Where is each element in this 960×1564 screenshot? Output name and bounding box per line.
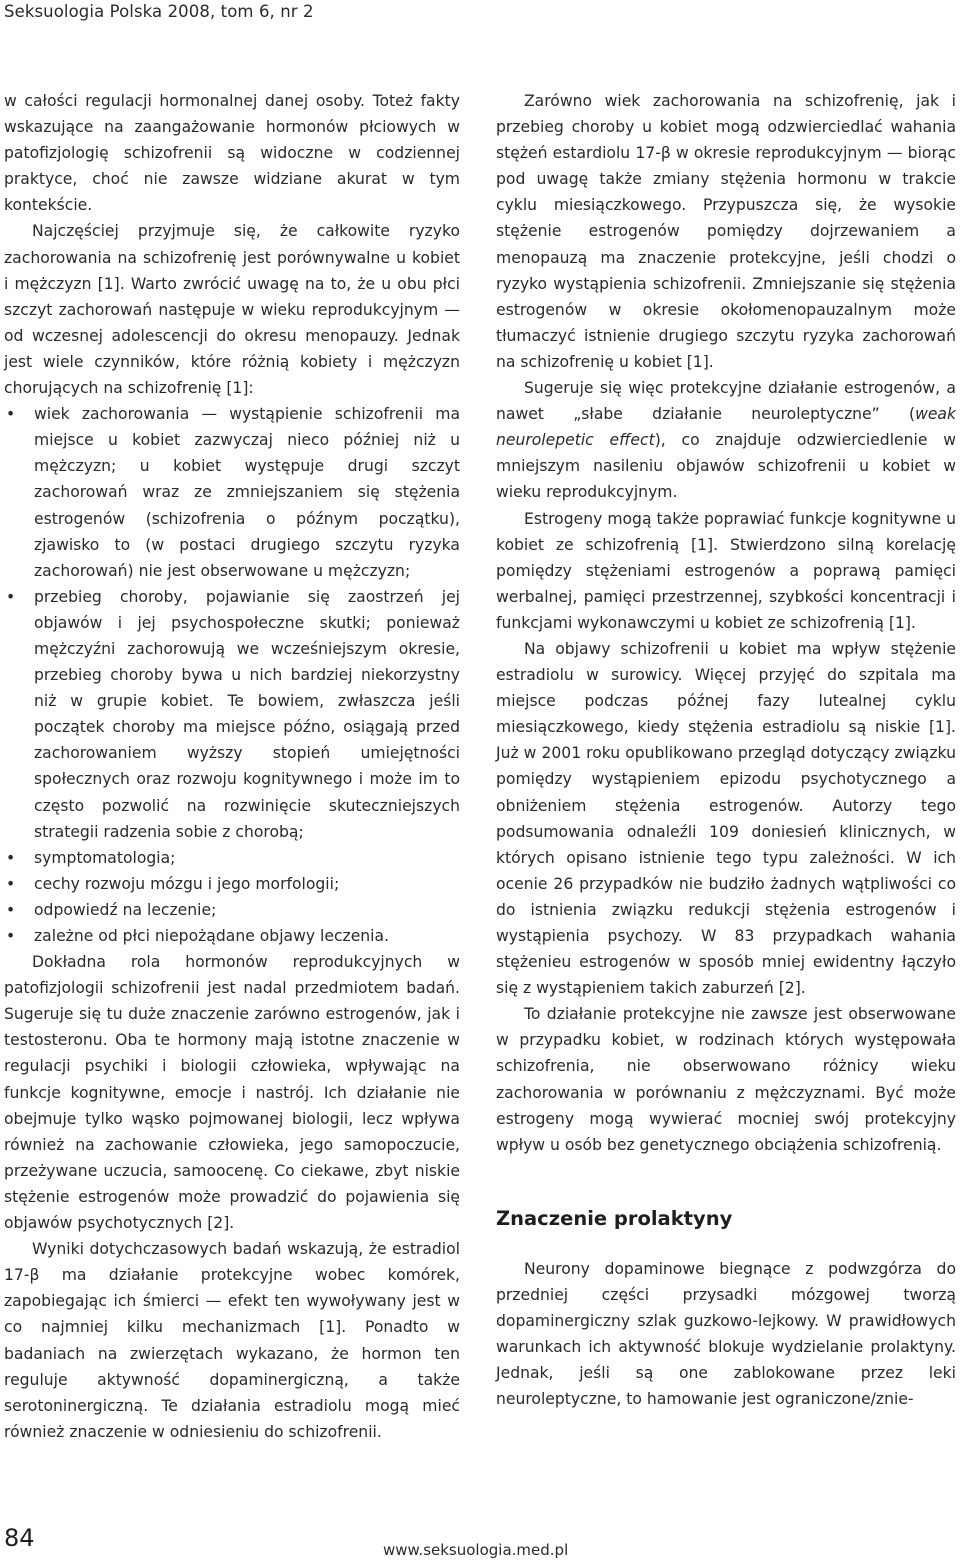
running-head: Seksuologia Polska 2008, tom 6, nr 2 (4, 2, 314, 21)
left-column (4, 88, 460, 1445)
paragraph-text: Sugeruje się więc protekcyjne działanie estrogenów, a nawet „słabe działanie neuroleptyczne” ( (496, 379, 956, 424)
bullet-list (4, 401, 460, 949)
paragraph: Na objawy schizofrenii u kobiet ma wpływ stężenie estradiolu w surowicy. Więcej przyjęć do szpitala ma miejsce podczas późnej fazy lutealnej cyklu miesiączkowego, kiedy stężenia estradiolu są niskie [1]. Już w 2001 roku opublikowano przegląd dotyczący związku pomiędzy wystąpieniem epizodu psychotycznego a obniżeniem stężenia estrogenów. Autorzy tego podsumowania odnaleźli 109 doniesień klinicznych, w których opisano istnienie tego typu zależności. W ich ocenie 26 przypadków nie budziło żadnych wątpliwości co do istnienia związku redukcji stężenia estrogenów i wystąpienia psychozy. W 83 przypadkach wahania stężenieu estrogenów w sposób mniej ewidentny łączyło się z wystąpieniem takich zaburzeń [2]. (496, 639, 956, 998)
right-column (496, 88, 956, 1412)
paragraph: w całości regulacji hormonalnej danej osoby. Toteż fakty wskazujące na zaangażowanie hormonów płciowych w patofizjologię schizofrenii są widoczne w codziennej praktyce, choć nie zawsze widziane akurat w tym kontekście. (4, 92, 460, 215)
italic-term: weak neurolepetic effect (496, 405, 956, 450)
paragraph: Dokładna rola hormonów reprodukcyjnych w patofizjologii schizofrenii jest nadal przedmiotem badań. Sugeruje się tu duże znaczenie zarówno estrogenów, jak i testosteronu. Oba te hormony mają istotne znaczenie w regulacji psychiki i biologii człowieka, wpływając na funkcje kognitywne, emocje i nastrój. Ich działanie nie obejmuje tylko wąsko pojmowanej biologii, lecz wpływa również na zachowanie człowieka, jego samopoczucie, przeżywane uczucia, samoocenę. Co ciekawe, zbyt niskie stężenie estrogenów może prowadzić do pojawienia się objawów psychotycznych [2]. (4, 953, 460, 1233)
list-item: • wiek zachorowania — wystąpienie schizofrenii ma miejsce u kobiet zazwyczaj nieco później niż u mężczyzn; u kobiet występuje drugi szczyt zachorowań wraz ze zmniejszaniem się stężenia estrogenów (schizofrenia o późnym początku), zjawisko to (w postaci drugiego szczytu ryzyka zachorowań) nie jest obserwowane u mężczyzn; (4, 401, 460, 584)
paragraph: To działanie protekcyjne nie zawsze jest obserwowane w przypadku kobiet, w rodzinach których występowała schizofrenia, nie obserwowano różnicy wieku zachorowania w porównaniu z mężczyznami. Być może estrogeny mogą wywierać mocniej swój protekcyjny wpływ u osób bez genetycznego obciążenia schizofrenią. (496, 1005, 956, 1154)
list-item: • zależne od płci niepożądane objawy leczenia. (4, 923, 460, 949)
page-number: 84 (4, 1524, 35, 1552)
paragraph: Estrogeny mogą także poprawiać funkcje kognitywne u kobiet ze schizofrenią [1]. Stwierdzono silną korelację pomiędzy stężeniami estrogenów a poprawą pamięci werbalnej, pamięci przestrzennej, szybkości koncentracji i funkcjami wykonawczymi u kobiet ze schizofrenią [1]. (496, 509, 956, 632)
paragraph: Zarówno wiek zachorowania na schizofrenię, jak i przebieg choroby u kobiet mogą odzwierciedlać wahania stężeń estardiolu 17-β w okresie reprodukcyjnym — biorąc pod uwagę także zmiany stężenia hormonu w trakcie cyklu miesiączkowego. Przypuszcza się, że wysokie stężenie estrogenów pomiędzy dojrzewaniem a menopauzą ma znaczenie protekcyjne, jeśli chodzi o ryzyko wystąpienia schizofrenii. Zmniejszanie się stężenia estrogenów w okresie okołomenopauzalnym może tłumaczyć istnienie drugiego szczytu ryzyka zachorowań na schizofrenię u kobiet [1]. (496, 92, 956, 371)
list-item: • przebieg choroby, pojawianie się zaostrzeń jej objawów i jej psychospołeczne skutki; ponieważ mężczyźni zachorowują we wcześniejszym okresie, przebieg choroby bywa u nich bardziej niekorzystny niż w grupie kobiet. Te bowiem, zwłaszcza jeśli początek choroby ma miejsce późno, osiągają przed zachorowaniem wyższy stopień umiejętności społecznych oraz rozwoju kognitywnego i może im to często pozwolić na rozwinięcie skuteczniejszych strategii radzenia sobie z chorobą; (4, 584, 460, 845)
list-item: • cechy rozwoju mózgu i jego morfologii; (4, 871, 460, 897)
list-item: • symptomatologia; (4, 845, 460, 871)
paragraph: Wyniki dotychczasowych badań wskazują, że estradiol 17-β ma działanie protekcyjne wobec komórek, zapobiegając ich śmierci — efekt ten wywoływany jest w co najmniej kilku mechanizmach [1]. Ponadto w badaniach na zwierzętach wykazano, że hormon ten reguluje aktywność dopaminergiczną, a także serotoninergiczną. Te działania estradiolu mogą mieć również znaczenie w odniesieniu do schizofrenii. (4, 1240, 460, 1441)
paragraph: Najczęściej przyjmuje się, że całkowite ryzyko zachorowania na schizofrenię jest porównywalne u kobiet i mężczyzn [1]. Warto zwrócić uwagę na to, że u obu płci szczyt zachorowań następuje w wieku reprodukcyjnym — od wczesnej adolescencji do okresu menopauzy. Jednak jest wiele czynników, które różnią kobiety i mężczyzn chorujących na schizofrenię [1]: (4, 222, 460, 398)
paragraph (496, 375, 956, 505)
list-item: • odpowiedź na leczenie; (4, 897, 460, 923)
paragraph-text: ), co znajduje odzwierciedlenie w mniejszym nasileniu objawów schizofrenii u kobiet w wieku reprodukcyjnym. (496, 431, 956, 502)
footer-url[interactable]: www.seksuologia.med.pl (383, 1541, 569, 1559)
paragraph: Neurony dopaminowe biegnące z podwzgórza do przedniej części przysadki mózgowej tworzą dopaminergiczny szlak guzkowo-lejkowy. W prawidłowych warunkach ich aktywność blokuje wydzielanie prolaktyny. Jednak, jeśli są one zablokowane przez leki neuroleptyczne, to hamowanie jest ograniczone/znie- (496, 1259, 956, 1409)
section-heading: Znaczenie prolaktyny (496, 1206, 733, 1230)
